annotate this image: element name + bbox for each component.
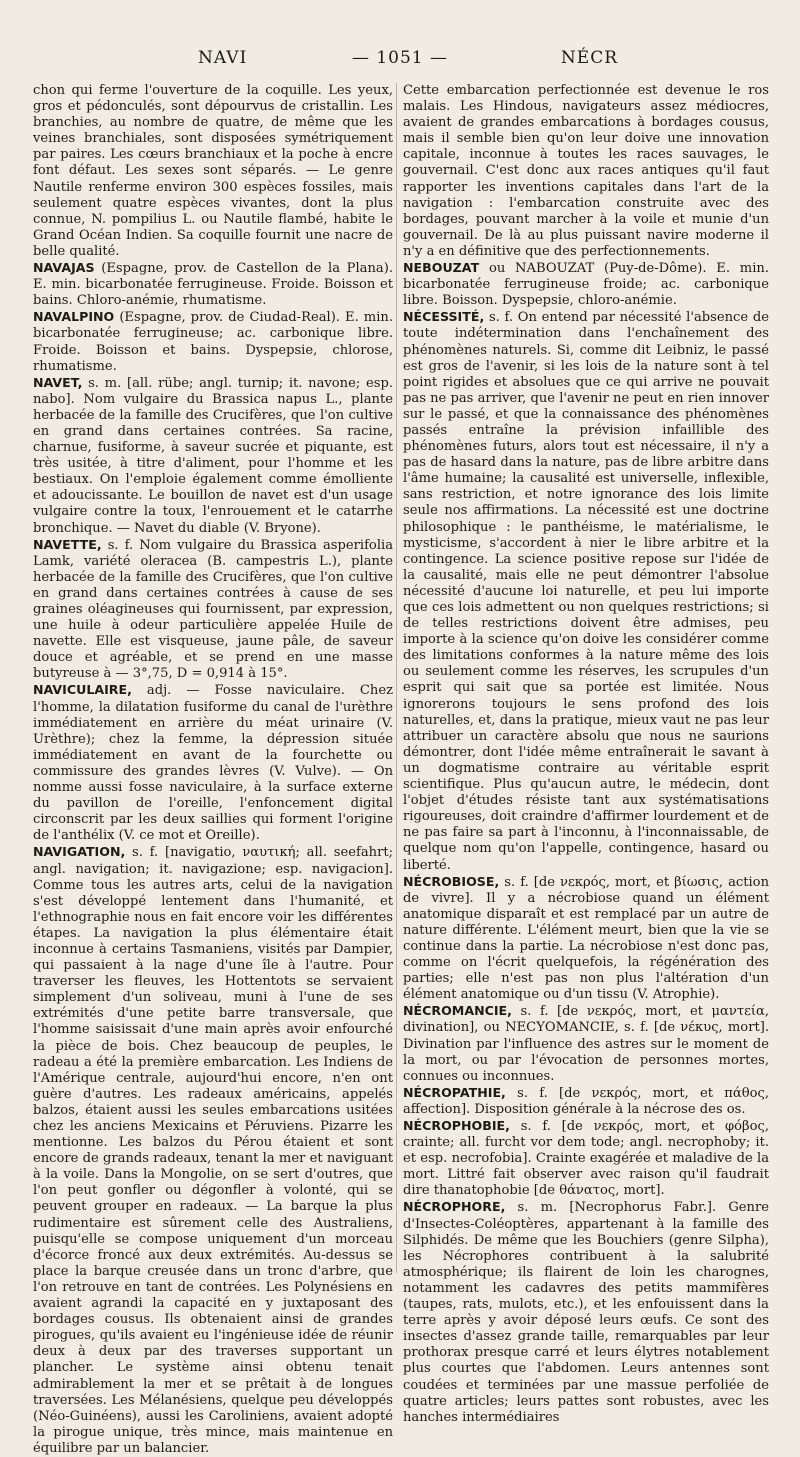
entry-navalpino: NAVALPINO (Espagne, prov. de Ciudad-Real). E. min. bicarbonatée ferrugineuse; ac. carbonique libre. Froide. Boisson et bains. Dyspepsie, chlorose, rhumatisme.	[33, 309, 393, 374]
headword: NAVALPINO	[33, 309, 115, 325]
headword: NÉCROPATHIE,	[403, 1084, 506, 1100]
entry-navet: NAVET, s. m. [all. rübe; angl. turnip; it. navone; esp. nabo]. Nom vulgaire du Brassica napus L., plante herbacée de la famille des Crucifères, que l'on cultive en grand dans certaines contrées. Sa racine, charnue, fusiforme, à saveur sucrée et piquante, est très usitée, à titre d'aliment, pour l'homme et les bestiaux. On l'emploie également comme émolliente et adoucissante. Le bouillon de navet est d'un usage vulgaire contre la toux, l'enrouement et le catarrhe bronchique. — Navet du diable (V. Bryone).	[33, 374, 393, 536]
headword: NAVET,	[33, 374, 83, 390]
left-column	[33, 83, 393, 1457]
entry-naviculaire: NAVICULAIRE, adj. — Fosse naviculaire. Chez l'homme, la dilatation fusiforme du canal de l'urèthre immédiatement en arrière du méat urinaire (V. Urèthre); chez la femme, la dépression située immédiatement en avant de la fourchette ou commissure des grandes lèvres (V. Vulve). — On nomme aussi fosse naviculaire, à la surface externe du pavillon de l'oreille, l'enfoncement digital circonscrit par les deux saillies qui forment l'origine de l'anthélix (V. ce mot et Oreille).	[33, 682, 393, 844]
headword: NAVICULAIRE,	[33, 682, 132, 698]
headword: NAVETTE,	[33, 536, 102, 552]
headword: NÉCROPHOBIE,	[403, 1118, 510, 1133]
entry-nebouzat: NEBOUZAT ou NABOUZAT (Puy-de-Dôme). E. min. bicarbonatée ferrugineuse froide; ac. carbonique libre. Boisson. Dyspepsie, chloro-anémie.	[403, 260, 769, 309]
entry-necessite: NÉCESSITÉ, s. f. On entend par nécessité l'absence de toute indétermination dans l'enchaînement des phénomènes naturels. Si, comme dit Leibniz, le passé est gros de l'avenir, si les lois de la nature sont à tel point rigides et absolues que ce qui arrive ne pouvait pas ne pas arriver, que l'avenir ne peut en rien innover sur le passé, et que la connaissance des phénomènes passés entraîne la prévision infaillible des phénomènes futurs, alors tout est nécessaire, il n'y a pas de hasard dans la nature, pas de libre arbitre dans l'âme humaine; la causalité est universelle, inflexible, sans restriction, et notre ignorance des lois limite seule nos affirmations. La nécessité est une doctrine philosophique : le panthéisme, le matérialisme, le mysticisme, s'accordent à nier le libre arbitre et la contingence. La science positive repose sur l'idée de la causalité, mais elle ne peut démontrer l'absolue nécessité d'aucune loi naturelle, et peu lui importe que ces lois admettent ou non quelques restrictions; si de telles restrictions doivent être admises, peu importe à la science qu'on doive les considérer comme des limitations conformes à la nature même des lois ou seulement comme les réserves, les scrupules d'un esprit qui sait que sa portée est limitée. Nous ignorerons toujours le sens profond des lois naturelles, et, dans la pratique, mieux vaut ne pas leur attribuer un caractère absolu que nous ne saurions démontrer, dont l'idée même entraînerait le savant à un dogmatisme contraire au véritable esprit scientifique. Plus qu'aucun autre, le médecin, dont l'objet d'études résiste tant aux systématisations rigoureuses, doit craindre d'affirmer lourdement et de ne pas faire sa part à l'inconnu, à l'inconnaissable, de quelque nom qu'on l'appelle, contingence, hasard ou liberté.	[403, 309, 769, 873]
entry-navette: NAVETTE, s. f. Nom vulgaire du Brassica asperifolia Lamk, variété oleracea (B. campestris L.), plante herbacée de la famille des Crucifères, que l'on cultive en grand dans certaines contrées à cause de ses graines oléagineuses qui fournissent, par expression, une huile à odeur particulière appelée Huile de navette. Elle est visqueuse, jaune pâle, de saveur douce et agréable, et se prend en une masse butyreuse à — 3°,75, D = 0,914 à 15°.	[33, 536, 393, 682]
entry-necrophore: NÉCROPHORE, s. m. [Necrophorus Fabr.]. Genre d'Insectes-Coléoptères, appartenant à la famille des Silphidés. De même que les Bouchiers (genre Silpha), les Nécrophores contribuent à la salubrité atmosphérique; ils flairent de loin les charognes, notamment les cadavres des petits mammifères (taupes, rats, mulots, etc.), et les enfouissent dans la terre après y avoir déposé leurs œufs. Ce sont des insectes d'assez grande taille, remarquables par leur prothorax presque carré et leurs élytres notablement plus courtes que l'abdomen. Leurs antennes sont coudées et terminées par une massue perfoliée de quatre articles; leurs pattes sont robustes, avec les hanches intermédiaires	[403, 1199, 769, 1425]
entry-navigation-continued: Cette embarcation perfectionnée est devenue le ros malais. Les Hindous, navigateurs assez médiocres, avaient de grandes embarcations à bordages cousus, mais il semble bien qu'on leur doive une innovation capitale, inconnue à toutes les races sauvages, le gouvernail. C'est donc aux races antiques qu'il faut rapporter les inventions capitales dans l'art de la navigation : l'embarcation construite avec des bordages, pouvant marcher à la voile et munie d'un gouvernail. De là au plus puissant navire moderne il n'y a en définitive que des perfectionnements.	[403, 83, 769, 259]
entry-necromancie: NÉCROMANCIE, s. f. [de νεκρός, mort, et μαντεία, divination], ou NECYOMANCIE, s. f. [de νέκυς, mort]. Divination par l'influence des astres sur le moment de la mort, ou par l'évocation de personnes mortes, connues ou inconnues.	[403, 1003, 769, 1084]
header-left-guide-word: NAVI	[198, 48, 248, 68]
page-number: — 1051 —	[351, 48, 449, 68]
entry-necrophobie: NÉCROPHOBIE, s. f. [de νεκρός, mort, et φόβος, crainte; all. furcht vor dem tode; angl. necrophoby; it. et esp. necrofobia]. Crainte exagérée et maladive de la mort. Littré fait observer avec raison qu'il faudrait dire thanatophobie [de θάνατος, mort].	[403, 1118, 769, 1199]
entry-necropathie: NÉCROPATHIE, s. f. [de νεκρός, mort, et πάθος, affection]. Disposition générale à la nécrose des os.	[403, 1084, 769, 1117]
headword: NÉCROMANCIE,	[403, 1003, 512, 1019]
headword: NAVIGATION,	[33, 844, 126, 860]
header-right-guide-word: NÉCR	[560, 48, 618, 68]
headword: NAVAJAS	[33, 260, 95, 276]
entry-nautile-continued: chon qui ferme l'ouverture de la coquille. Les yeux, gros et pédonculés, sont dépourvus de cristallin. Les branchies, au nombre de quatre, de même que les veines branchiales, sont disposées symétriquement par paires. Les cœurs branchiaux et la poche à encre font défaut. Les sexes sont séparés. — Le genre Nautile renferme environ 300 espèces fossiles, mais seulement quatre espèces vivantes, dont la plus connue, N. pompilius L. ou Nautile flambé, habite le Grand Océan Indien. Sa coquille fournit une nacre de belle qualité.	[33, 83, 393, 259]
headword: NÉCROBIOSE,	[403, 873, 500, 889]
entry-necrobiose: NÉCROBIOSE, s. f. [de νεκρός, mort, et βίωσις, action de vivre]. Il y a nécrobiose quand un élément anatomique disparaît et est remplacé par un autre de nature différente. L'élément meurt, bien que la vie se continue dans la partie. La nécrobiose n'est donc pas, comme on l'écrit quelquefois, la régénération des parties; elle n'est pas non plus l'altération d'un élément anatomique ou d'un tissu (V. Atrophie).	[403, 873, 769, 1003]
headword: NÉCESSITÉ,	[403, 309, 485, 325]
column-divider	[396, 83, 397, 1273]
right-column	[403, 83, 769, 1426]
headword: NEBOUZAT	[403, 260, 480, 276]
page-header	[30, 48, 770, 78]
entry-navigation: NAVIGATION, s. f. [navigatio, ναυτική; all. seefahrt; angl. navigation; it. navigazione; esp. navigacion]. Comme tous les autres arts, celui de la navigation s'est développé lentement dans l'humanité, et l'ethnographie nous en fait encore voir les différentes étapes. La navigation la plus élémentaire était inconnue à certains Tasmaniens, visités par Dampier, qui passaient à la nage d'une île à l'autre. Pour traverser les fleuves, les Hottentots se servaient simplement d'un soliveau, muni à l'une de ses extrémités d'une petite barre transversale, que l'homme saisissait d'une main après avoir enfourché la pièce de bois. Chez beaucoup de peuples, le radeau a été la première embarcation. Les Indiens de l'Amérique centrale, aujourd'hui encore, n'en ont guère d'autres. Les radeaux américains, appelés balzos, étaient aussi les seules embarcations usitées chez les anciens Mexicains et Péruviens. Pizarre les mentionne. Les balzos du Pérou étaient et sont encore de grands radeaux, tenant la mer et naviguant à la voile. Dans la Mongolie, on se sert d'outres, que l'on peut gonfler ou dégonfler à volonté, qui se peuvent grouper en radeaux. — La barque la plus rudimentaire est sûrement celle des Australiens, puisqu'elle se compose uniquement d'un morceau d'écorce froncé aux deux extrémités. Au-dessus se place la barque creusée dans un tronc d'arbre, que l'on retrouve en tant de contrées. Les Polynésiens en avaient agrandi la capacité en y juxtaposant des bordages cousus. Ils obtenaient ainsi de grandes pirogues, qu'ils avaient eu l'ingénieuse idée de réunir deux à deux par des traverses supportant un plancher. Le système ainsi obtenu tenait admirablement la mer et se prêtait à de longues traversées. Les Mélanésiens, quelque peu développés (Néo-Guinéens), aussi les Caroliniens, avaient adopté la pirogue unique, très mince, mais maintenue en équilibre par un balancier.	[33, 844, 393, 1456]
entry-navajas: NAVAJAS (Espagne, prov. de Castellon de la Plana). E. min. bicarbonatée ferrugineuse. Froide. Boisson et bains. Chloro-anémie, rhumatisme.	[33, 260, 393, 309]
headword: NÉCROPHORE,	[403, 1199, 506, 1215]
